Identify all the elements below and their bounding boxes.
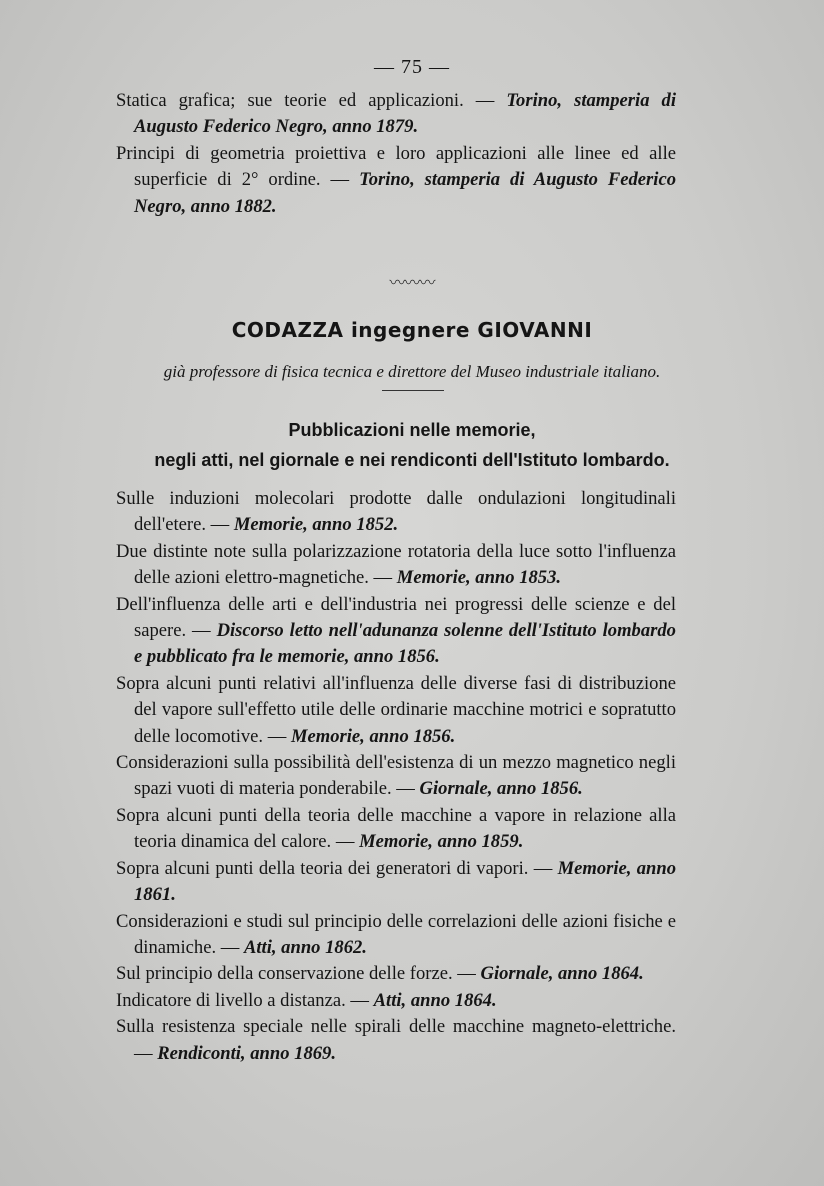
list-item xyxy=(116,909,676,962)
list-item xyxy=(116,856,676,909)
entry-text: Sul principio della conservazione delle forze. — xyxy=(116,963,481,985)
entry-source: Rendiconti, anno 1869. xyxy=(157,1042,336,1064)
entry-source: Atti, anno 1864. xyxy=(373,989,497,1011)
ornament-divider: 〰〰〰 xyxy=(389,273,435,292)
list-item xyxy=(116,592,676,671)
entry-source: Torino, stamperia di Augusto Federico Negro, anno 1879. xyxy=(134,90,676,138)
entry-text: Considerazioni e studi sul principio delle correlazioni delle azioni fisiche e dinamiche. — xyxy=(116,910,676,958)
list-item xyxy=(116,961,676,987)
entry-source: Memorie, anno 1861. xyxy=(134,857,676,906)
list-item xyxy=(116,486,676,539)
entry-source: Memorie, anno 1852. xyxy=(233,514,399,536)
list-item xyxy=(116,539,676,592)
entry-text: Principi di geometria proiettiva e loro applicazioni alle linee ed alle superficie di 2° ordine. — xyxy=(116,142,676,191)
entry-text: Sulle induzioni molecolari prodotte dalle ondulazioni longitudinali dell'etere. — xyxy=(116,488,676,536)
list-item xyxy=(116,88,676,141)
list-item xyxy=(116,750,676,803)
entry-source: Discorso letto nell'adunanza solenne dell'Istituto lombardo e pubblicato fra le memorie, anno 1856. xyxy=(134,620,676,668)
list-item xyxy=(116,141,676,220)
entry-text: Sulla resistenza speciale nelle spirali delle macchine magneto-elettriche. — xyxy=(116,1016,676,1064)
entry-source: Giornale, anno 1856. xyxy=(419,778,583,800)
page-number: — 75 — xyxy=(374,56,450,78)
entry-text: Sopra alcuni punti della teoria delle macchine a vapore in relazione alla teoria dinamica del calore. — xyxy=(116,804,676,853)
entry-text: Sopra alcuni punti della teoria dei generatori di vapori. — xyxy=(116,857,558,879)
section-subheading: negli atti, nel giornale e nei rendiconti dell'Istituto lombardo. xyxy=(154,450,670,470)
entry-source: Atti, anno 1862. xyxy=(243,936,367,958)
rule-divider xyxy=(382,390,444,391)
author-name: CODAZZA ingegnere GIOVANNI xyxy=(231,318,593,342)
top-entry-list xyxy=(116,88,676,220)
entry-source: Memorie, anno 1859. xyxy=(359,831,524,853)
author-title: già professore di fisica tecnica e direttore del Museo industriale italiano. xyxy=(163,362,661,381)
list-item xyxy=(116,671,676,750)
entry-source: Torino, stamperia di Augusto Federico Negro, anno 1882. xyxy=(134,169,676,217)
publication-list xyxy=(116,486,676,1067)
entry-text: Dell'influenza delle arti e dell'industria nei progressi delle scienze e del sapere. — xyxy=(116,593,676,642)
list-item xyxy=(116,1014,676,1067)
entry-source: Giornale, anno 1864. xyxy=(480,963,644,985)
entry-text: Indicatore di livello a distanza. — xyxy=(116,989,374,1011)
entry-text: Sopra alcuni punti relativi all'influenza delle diverse fasi di distribuzione del vapore sull'effetto utile delle ordinarie macchine motrici e sopratutto delle locomotive. — xyxy=(116,672,676,747)
entry-text: Considerazioni sulla possibilità dell'esistenza di un mezzo magnetico negli spazi vuoti di materia ponderabile. — xyxy=(116,752,676,800)
section-heading: Pubblicazioni nelle memorie, xyxy=(288,420,536,440)
entry-text: Statica grafica; sue teorie ed applicazioni. — xyxy=(116,90,507,111)
list-item xyxy=(116,988,676,1014)
entry-text: Due distinte note sulla polarizzazione rotatoria della luce sotto l'influenza delle azioni elettro-magnetiche. — xyxy=(116,540,676,589)
list-item xyxy=(116,803,676,856)
entry-source: Memorie, anno 1853. xyxy=(396,567,562,589)
entry-source: Memorie, anno 1856. xyxy=(290,725,456,747)
